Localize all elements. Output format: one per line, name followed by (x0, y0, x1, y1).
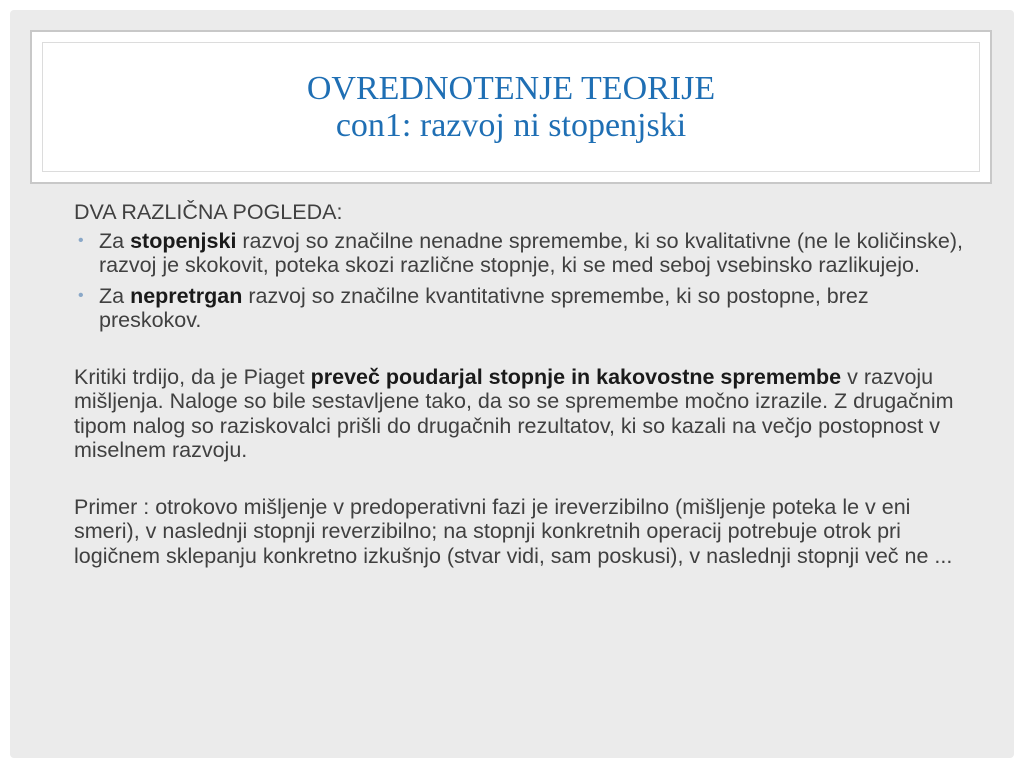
bullet-text: razvoj so značilne nenadne spremembe, ki so kvalitativne (ne le količinske), razvoj je skokovit, poteka skozi različne stopnje, ki se med seboj vsebinsko razlikujejo. (99, 228, 963, 277)
slide-subtitle: con1: razvoj ni stopenjski (335, 107, 687, 144)
critics-emphasis: preveč poudarjal stopnje in kakovostne spremembe (310, 364, 842, 389)
bullet-prefix: Za (99, 283, 131, 308)
critics-paragraph (74, 365, 964, 463)
example-paragraph: Primer : otrokovo mišljenje v predoperativni fazi je ireverzibilno (mišljenje poteka le v eni smeri), v naslednji stopnji reverzibilno; na stopnji konkretnih operacij potrebuje otrok pri logičnem sklepanju konkretno izkušnjo (stvar vidi, sam poskusi), v naslednji stopnji več ne ... (74, 494, 953, 568)
section-heading: DVA RAZLIČNA POGLEDA: (74, 200, 343, 224)
title-box (42, 42, 980, 172)
bullet-item-stopenjski (74, 229, 964, 278)
slide (10, 10, 1014, 758)
bullet-prefix: Za (99, 228, 131, 253)
bullet-term: nepretrgan (130, 283, 243, 308)
bullet-term: stopenjski (130, 228, 237, 253)
slide-body (74, 200, 964, 568)
bullet-text: razvoj so značilne kvantitativne spremembe, ki so postopne, brez preskokov. (99, 283, 869, 332)
critics-prefix: Kritiki trdijo, da je Piaget (74, 364, 311, 389)
slide-title: OVREDNOTENJE TEORIJE (306, 69, 716, 107)
title-frame (30, 30, 992, 184)
bullet-list (74, 229, 964, 333)
critics-text: v razvoju mišljenja. Naloge so bile sestavljene tako, da so se spremembe močno izrazile. Z drugačnim tipom nalog so raziskovalci prišli do drugačnih rezultatov, ki so kazali na večjo postopnost v miselnem razvoju. (74, 364, 954, 462)
bullet-item-nepretrgan (74, 284, 964, 333)
